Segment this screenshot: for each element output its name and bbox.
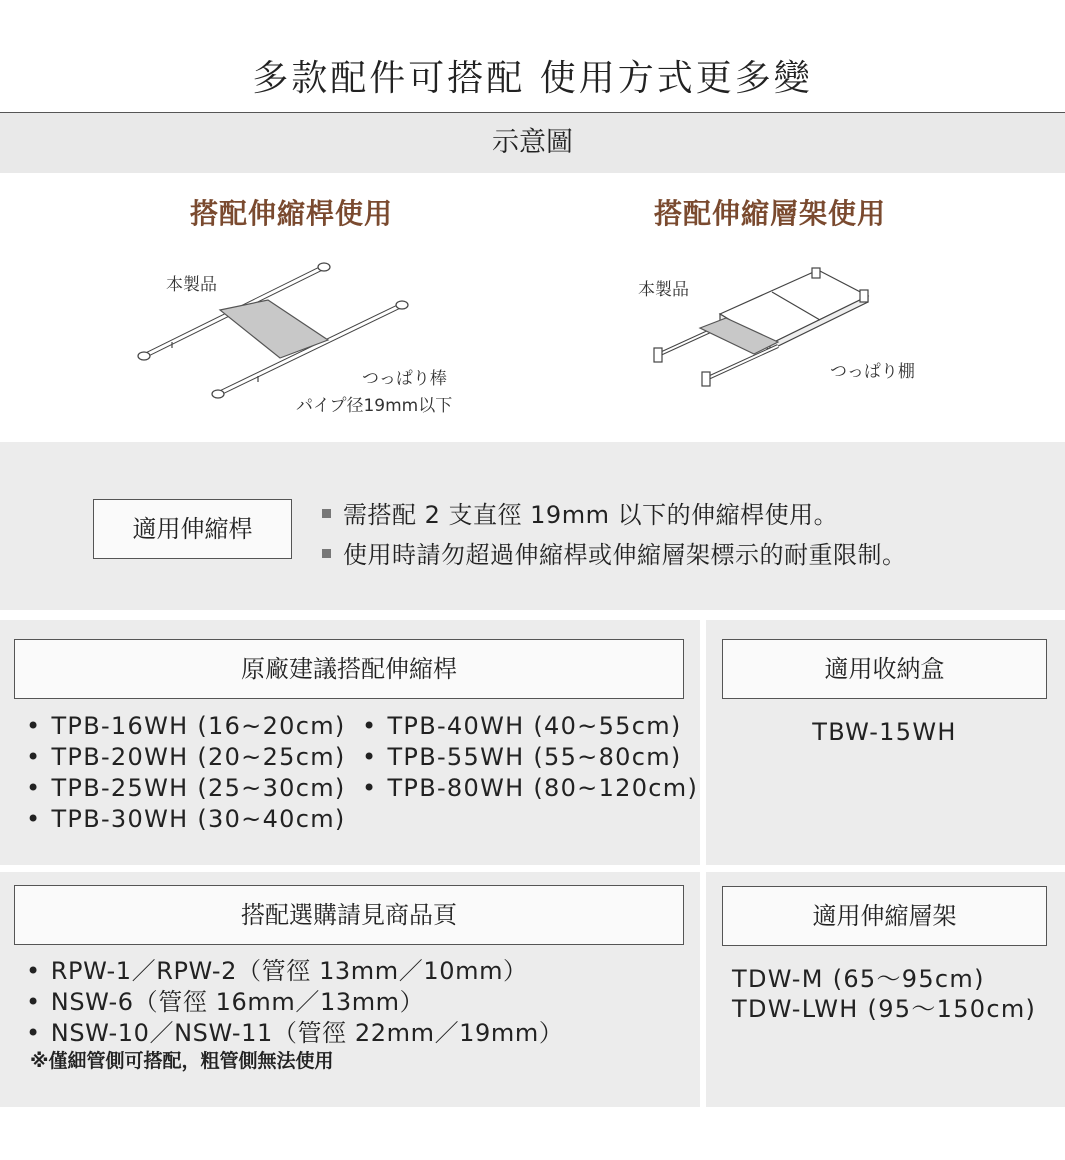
shelf-label: 適用伸縮層架: [722, 886, 1047, 946]
storage-box-item: TBW-15WH: [812, 718, 957, 746]
list-item: • TPB-16WH (16~20cm): [26, 711, 346, 742]
page-title: 多款配件可搭配 使用方式更多變: [252, 58, 813, 99]
list-item: • TPB-20WH (20~25cm): [26, 742, 346, 773]
tension-shelf-illustration: [650, 262, 880, 392]
optional-warning: ※僅細管側可搭配，粗管側無法使用: [30, 1050, 334, 1072]
list-item: • NSW-6（管徑 16mm／13mm）: [26, 987, 563, 1018]
list-item: • TPB-25WH (25~30cm): [26, 773, 346, 804]
diagram-band: 示意圖: [0, 113, 1065, 173]
list-item: • RPW-1／RPW-2（管徑 13mm／10mm）: [26, 956, 563, 987]
shelf-item-2: TDW-LWH (95～150cm): [732, 995, 1037, 1023]
diagram-right-product-label: 本製品: [638, 280, 689, 300]
tension-rod-illustration: [130, 250, 430, 410]
applicable-rods-label: 適用伸縮桿: [93, 499, 292, 559]
square-bullet-icon: [322, 509, 331, 518]
optional-purchase-label: 搭配選購請見商品頁: [14, 885, 684, 945]
recommended-rods-label: 原廠建議搭配伸縮桿: [14, 639, 684, 699]
diagram-right-shelf-label: つっぱり棚: [830, 362, 915, 382]
storage-box-label: 適用收納盒: [722, 639, 1047, 699]
list-item: • NSW-10／NSW-11（管徑 22mm／19mm）: [26, 1018, 563, 1049]
list-item: • TPB-30WH (30~40cm): [26, 804, 346, 835]
note-line-2: 使用時請勿超過伸縮桿或伸縮層架標示的耐重限制。: [322, 535, 907, 570]
diagram-left-pipe-label: パイプ径19mm以下: [296, 396, 453, 416]
shelf-item-1: TDW-M (65～95cm): [732, 965, 985, 993]
list-item: • TPB-40WH (40~55cm): [362, 711, 698, 742]
note-line-1: 需搭配 2 支直徑 19mm 以下的伸縮桿使用。: [322, 495, 838, 530]
optional-list: [26, 956, 563, 1049]
list-item: • TPB-80WH (80~120cm): [362, 773, 698, 804]
recommended-list-col2: [362, 711, 698, 804]
recommended-list-col1: [26, 711, 346, 835]
diagram-right-title: 搭配伸縮層架使用: [654, 197, 887, 230]
diagram-left-title: 搭配伸縮桿使用: [190, 197, 394, 230]
diagram-left-product-label: 本製品: [166, 275, 217, 295]
diagram-left-rod-label: つっぱり棒: [362, 369, 447, 389]
square-bullet-icon: [322, 549, 331, 558]
list-item: • TPB-55WH (55~80cm): [362, 742, 698, 773]
